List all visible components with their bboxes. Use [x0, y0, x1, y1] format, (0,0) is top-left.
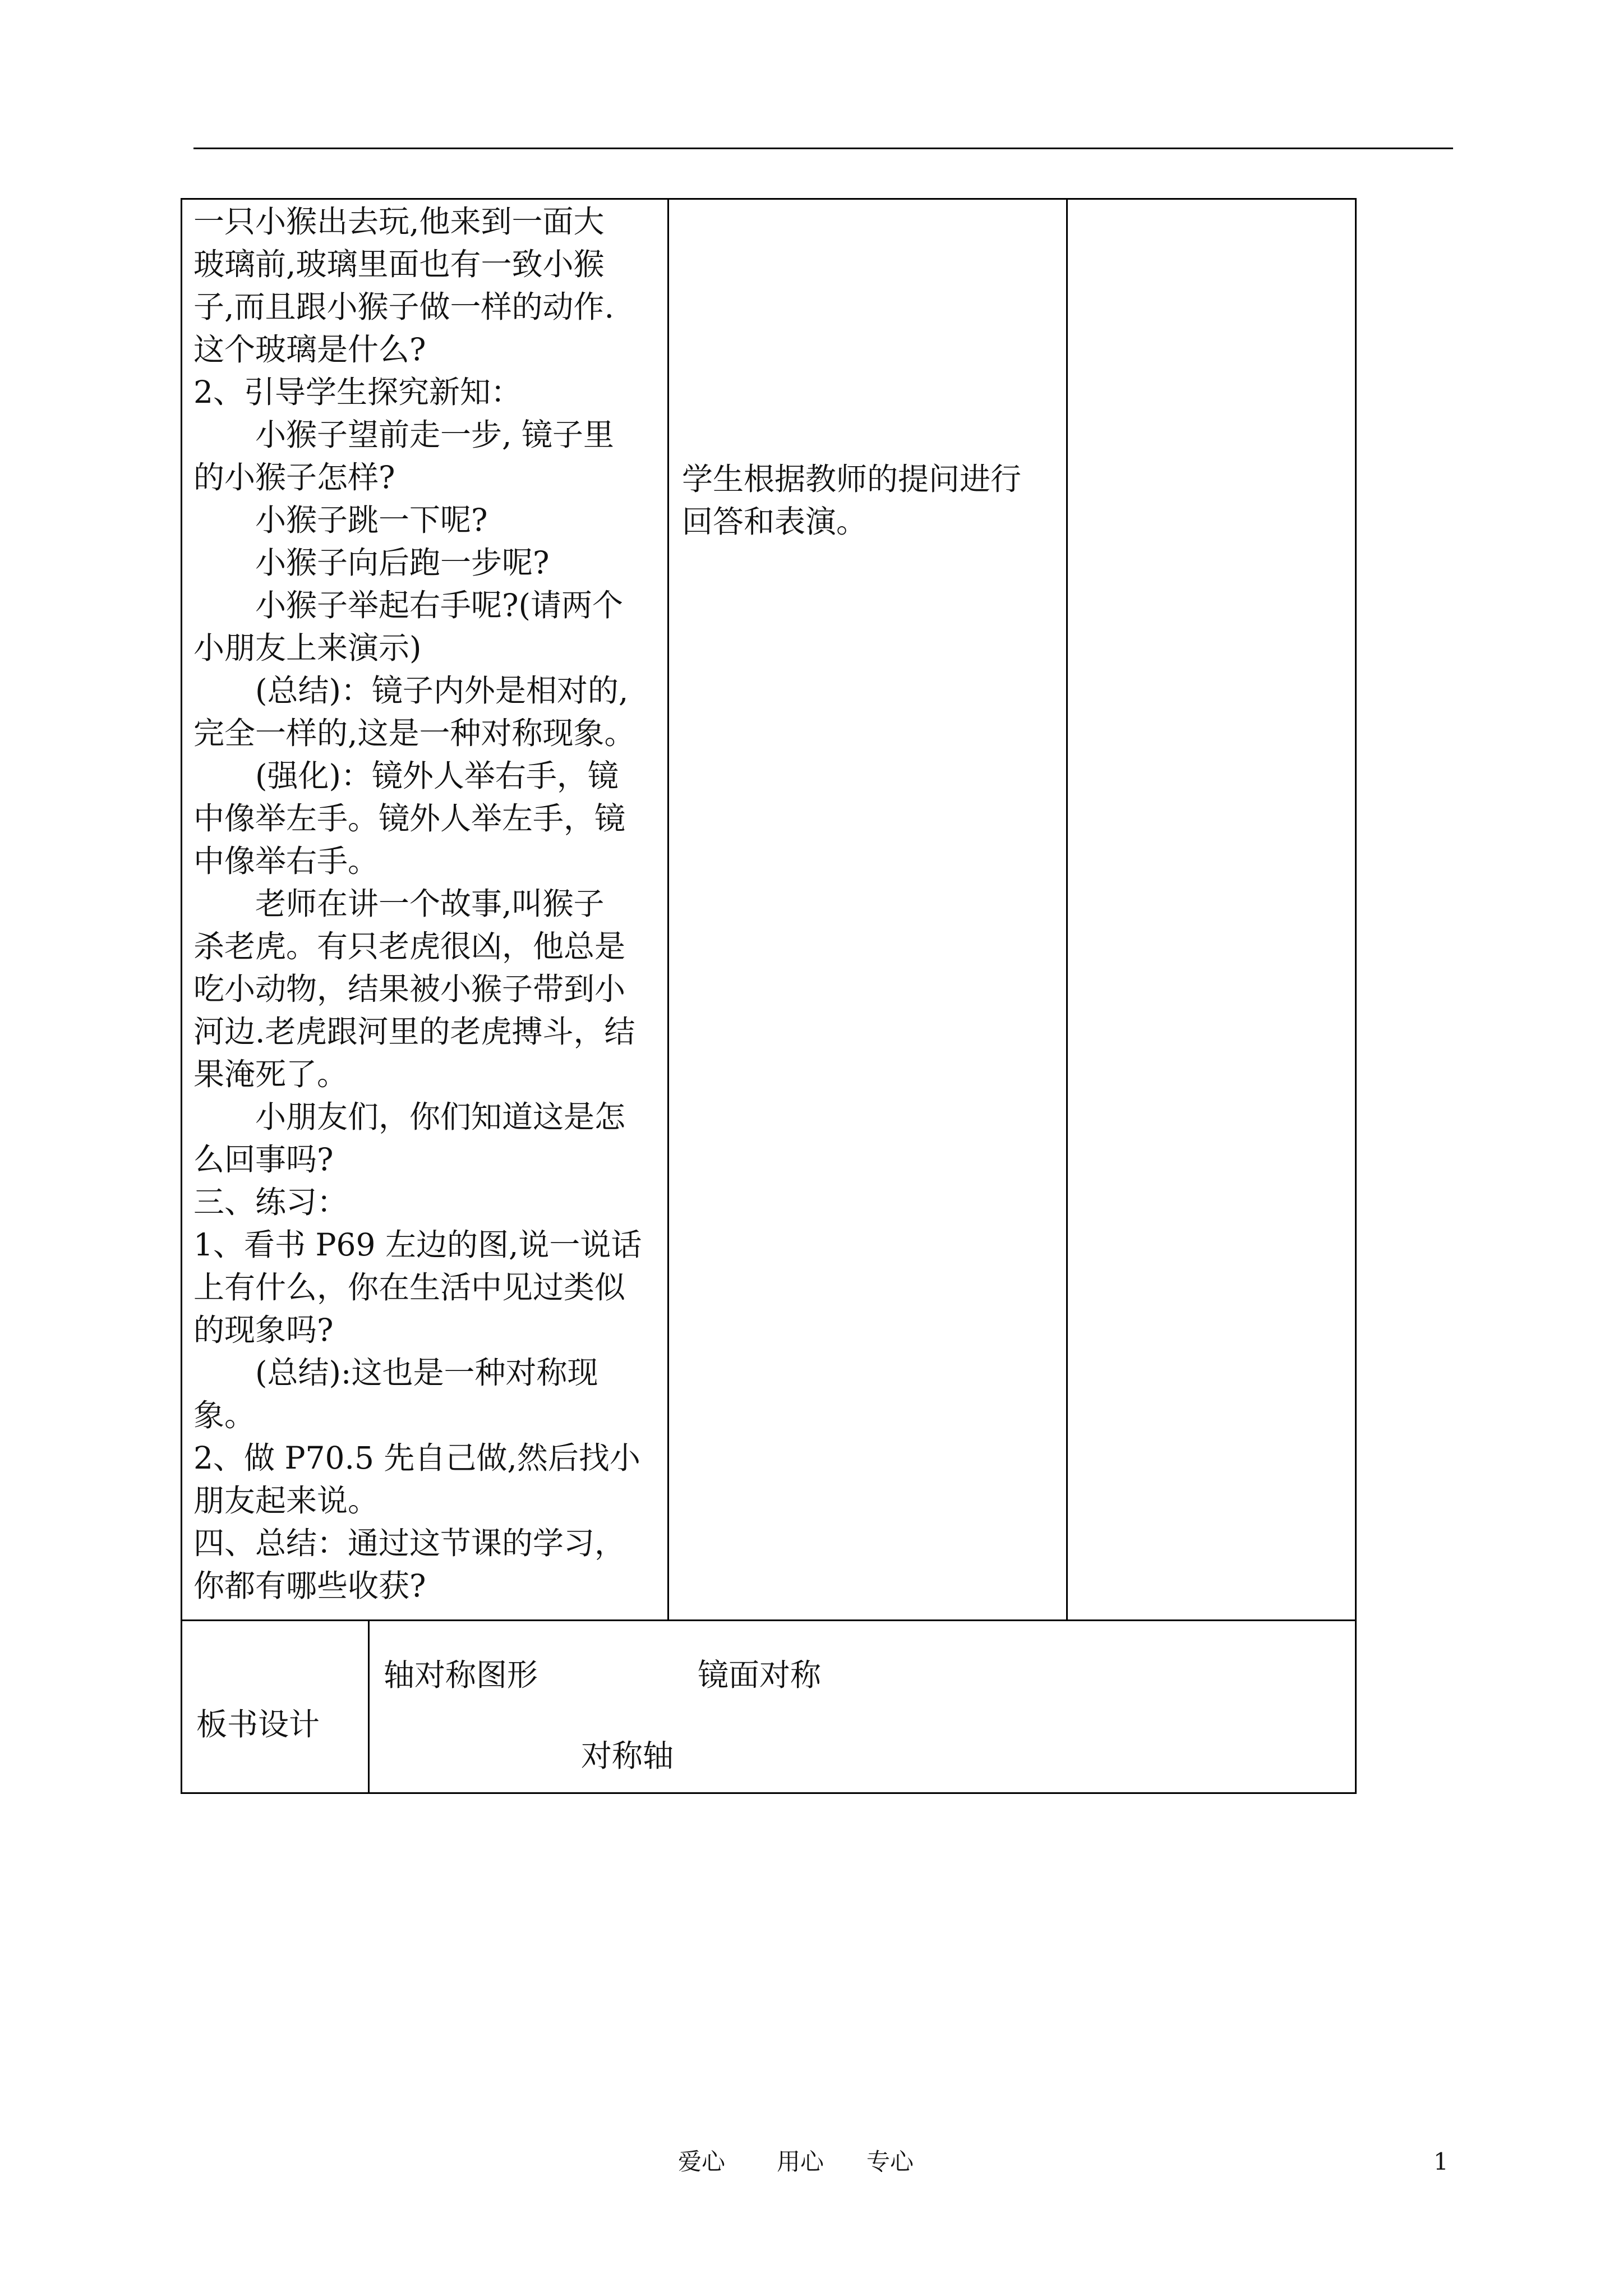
- teacher-line: 小猴子举起右手呢?(请两个: [193, 587, 623, 623]
- page-number: 1: [1433, 2148, 1449, 2175]
- teacher-line: (总结)：镜子内外是相对的,: [193, 673, 629, 708]
- teacher-line: 1、看书 P69 左边的图,说一说话: [193, 1227, 642, 1263]
- teacher-line: 小猴子望前走一步, 镜子里: [193, 417, 614, 453]
- teacher-line: (强化)：镜外人举右手，镜: [193, 758, 619, 794]
- teacher-line: 完全一样的,这是一种对称现象。: [193, 715, 635, 751]
- teacher-line: 小朋友上来演示): [193, 630, 422, 666]
- header-rule: [193, 148, 1453, 149]
- teacher-line: 朋友起来说。: [193, 1483, 379, 1519]
- footer-word-caring: 爱心: [678, 2148, 726, 2175]
- teacher-line: 2、引导学生探究新知：: [193, 374, 522, 410]
- board-mirror-symmetry: 镜面对称: [698, 1657, 822, 1693]
- teacher-line: 三、练习：: [193, 1184, 348, 1220]
- board-design-label: 板书设计: [196, 1706, 320, 1742]
- teacher-line: 你都有哪些收获?: [193, 1568, 426, 1604]
- teacher-line: 小猴子跳一下呢?: [193, 502, 488, 538]
- board-symmetry-axis: 对称轴: [581, 1738, 674, 1774]
- teacher-line: 的小猴子怎样?: [193, 459, 395, 495]
- teacher-line: 河边.老虎跟河里的老虎搏斗，结: [193, 1014, 635, 1050]
- teacher-line: 杀老虎。有只老虎很凶，他总是: [193, 928, 626, 964]
- teacher-line: 中像举右手。: [193, 843, 379, 879]
- student-line: 学生根据教师的提问进行: [682, 461, 1022, 497]
- teacher-line: 么回事吗?: [193, 1142, 334, 1177]
- teacher-line: 子,而且跟小猴子做一样的动作.: [193, 289, 614, 325]
- teacher-line: 上有什么，你在生活中见过类似: [193, 1269, 626, 1305]
- teacher-line: 的现象吗?: [193, 1312, 334, 1348]
- teacher-line: 小朋友们，你们知道这是怎: [193, 1099, 626, 1135]
- table-right-border: [1355, 198, 1357, 1794]
- footer-word-attentive: 用心: [777, 2148, 824, 2175]
- teacher-line: 这个玻璃是什么?: [193, 332, 426, 367]
- column-divider-2: [1066, 198, 1068, 1621]
- teacher-line: 中像举左手。镜外人举左手，镜: [193, 800, 626, 836]
- board-axis-figure: 轴对称图形: [384, 1657, 538, 1693]
- table-left-border: [181, 198, 182, 1794]
- teacher-line: 吃小动物，结果被小猴子带到小: [193, 971, 626, 1007]
- board-label-divider: [368, 1619, 370, 1794]
- table-bottom-border: [181, 1792, 1357, 1794]
- teacher-line: 玻璃前,玻璃里面也有一致小猴: [193, 246, 605, 282]
- table-top-border: [181, 198, 1357, 200]
- teacher-line: 一只小猴出去玩,他来到一面大: [193, 204, 605, 240]
- footer-word-focused: 专心: [866, 2148, 914, 2175]
- teacher-line: 象。: [193, 1397, 256, 1433]
- teacher-line: 四、总结：通过这节课的学习，: [193, 1525, 626, 1561]
- teacher-line: 2、做 P70.5 先自己做,然后找小: [193, 1440, 640, 1476]
- row-divider: [181, 1619, 1357, 1621]
- teacher-line: 小猴子向后跑一步呢?: [193, 545, 550, 581]
- teacher-line: (总结):这也是一种对称现: [193, 1355, 598, 1391]
- teacher-line: 果淹死了。: [193, 1056, 348, 1092]
- student-line: 回答和表演。: [682, 504, 868, 540]
- teacher-line: 老师在讲一个故事,叫猴子: [193, 886, 605, 922]
- column-divider-1: [667, 198, 669, 1621]
